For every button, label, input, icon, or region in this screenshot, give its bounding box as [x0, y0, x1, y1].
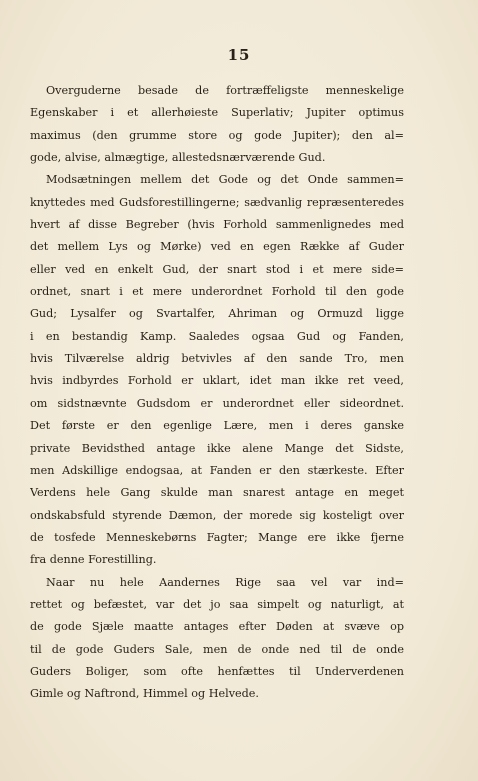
text-line: fra denne Forestilling. — [30, 553, 157, 567]
text-line: Egenskaber i et allerhøieste Superlativ; Jupiter optimus — [30, 106, 404, 120]
body-text — [30, 80, 404, 706]
text-line: i en bestandig Kamp. Saaledes ogsaa Gud og Fanden, — [30, 329, 404, 343]
text-line: Naar nu hele Aandernes Rige saa vel var ind= — [46, 575, 404, 589]
text-line: maximus (den grumme store og gode Jupiter); den al= — [30, 128, 404, 142]
text-line: Verdens hele Gang skulde man snarest antage en meget — [30, 486, 404, 500]
text-line: Gud; Lysalfer og Svartalfer, Ahriman og Ormuzd ligge — [30, 307, 404, 321]
text-line: ordnet, snart i et mere underordnet Forhold til den gode — [30, 285, 404, 299]
text-line: Overguderne besade de fortræffeligste menneskelige — [46, 84, 404, 97]
text-line: men Adskillige endogsaa, at Fanden er den stærkeste. Efter — [30, 463, 404, 477]
text-line: det mellem Lys og Mørke) ved en egen Række af Guder — [30, 240, 404, 254]
text-line: eller ved en enkelt Gud, der snart stod i et mere side= — [30, 262, 404, 276]
text-line: rettet og befæstet, var det jo saa simpelt og naturligt, at — [30, 597, 404, 611]
text-line: de gode Sjæle maatte antages efter Døden at svæve op — [30, 620, 404, 634]
page-number: 15 — [227, 46, 251, 64]
text-line: om sidstnævnte Gudsdom er underordnet eller sideordnet. — [30, 396, 404, 410]
text-line: Modsætningen mellem det Gode og det Onde sammen= — [46, 173, 404, 187]
text-line: hvis indbyrdes Forhold er uklart, idet man ikke ret veed, — [30, 374, 404, 388]
text-line: private Bevidsthed antage ikke alene Mange det Sidste, — [30, 441, 404, 455]
text-line: Guders Boliger, som ofte henfættes til Underverdenen — [30, 664, 404, 678]
text-line: de tosfede Menneskebørns Fagter; Mange ere ikke fjerne — [30, 530, 404, 544]
text-line: hvert af disse Begreber (hvis Forhold sammenlignedes med — [30, 218, 404, 232]
text-line: til de gode Guders Sale, men de onde ned til de onde — [30, 642, 404, 656]
text-line: gode, alvise, almægtige, allestedsnærværende Gud. — [30, 151, 326, 165]
text-line: ondskabsfuld styrende Dæmon, der morede sig kosteligt over — [30, 508, 404, 522]
text-line: hvis Tilværelse aldrig betvivles af den sande Tro, men — [30, 352, 404, 366]
text-line: Gimle og Naftrond, Himmel og Helvede. — [30, 687, 259, 701]
text-line: knyttedes med Gudsforestillingerne; sædvanlig repræsenteredes — [30, 195, 404, 209]
text-line: Det første er den egenlige Lære, men i deres ganske — [30, 419, 404, 433]
